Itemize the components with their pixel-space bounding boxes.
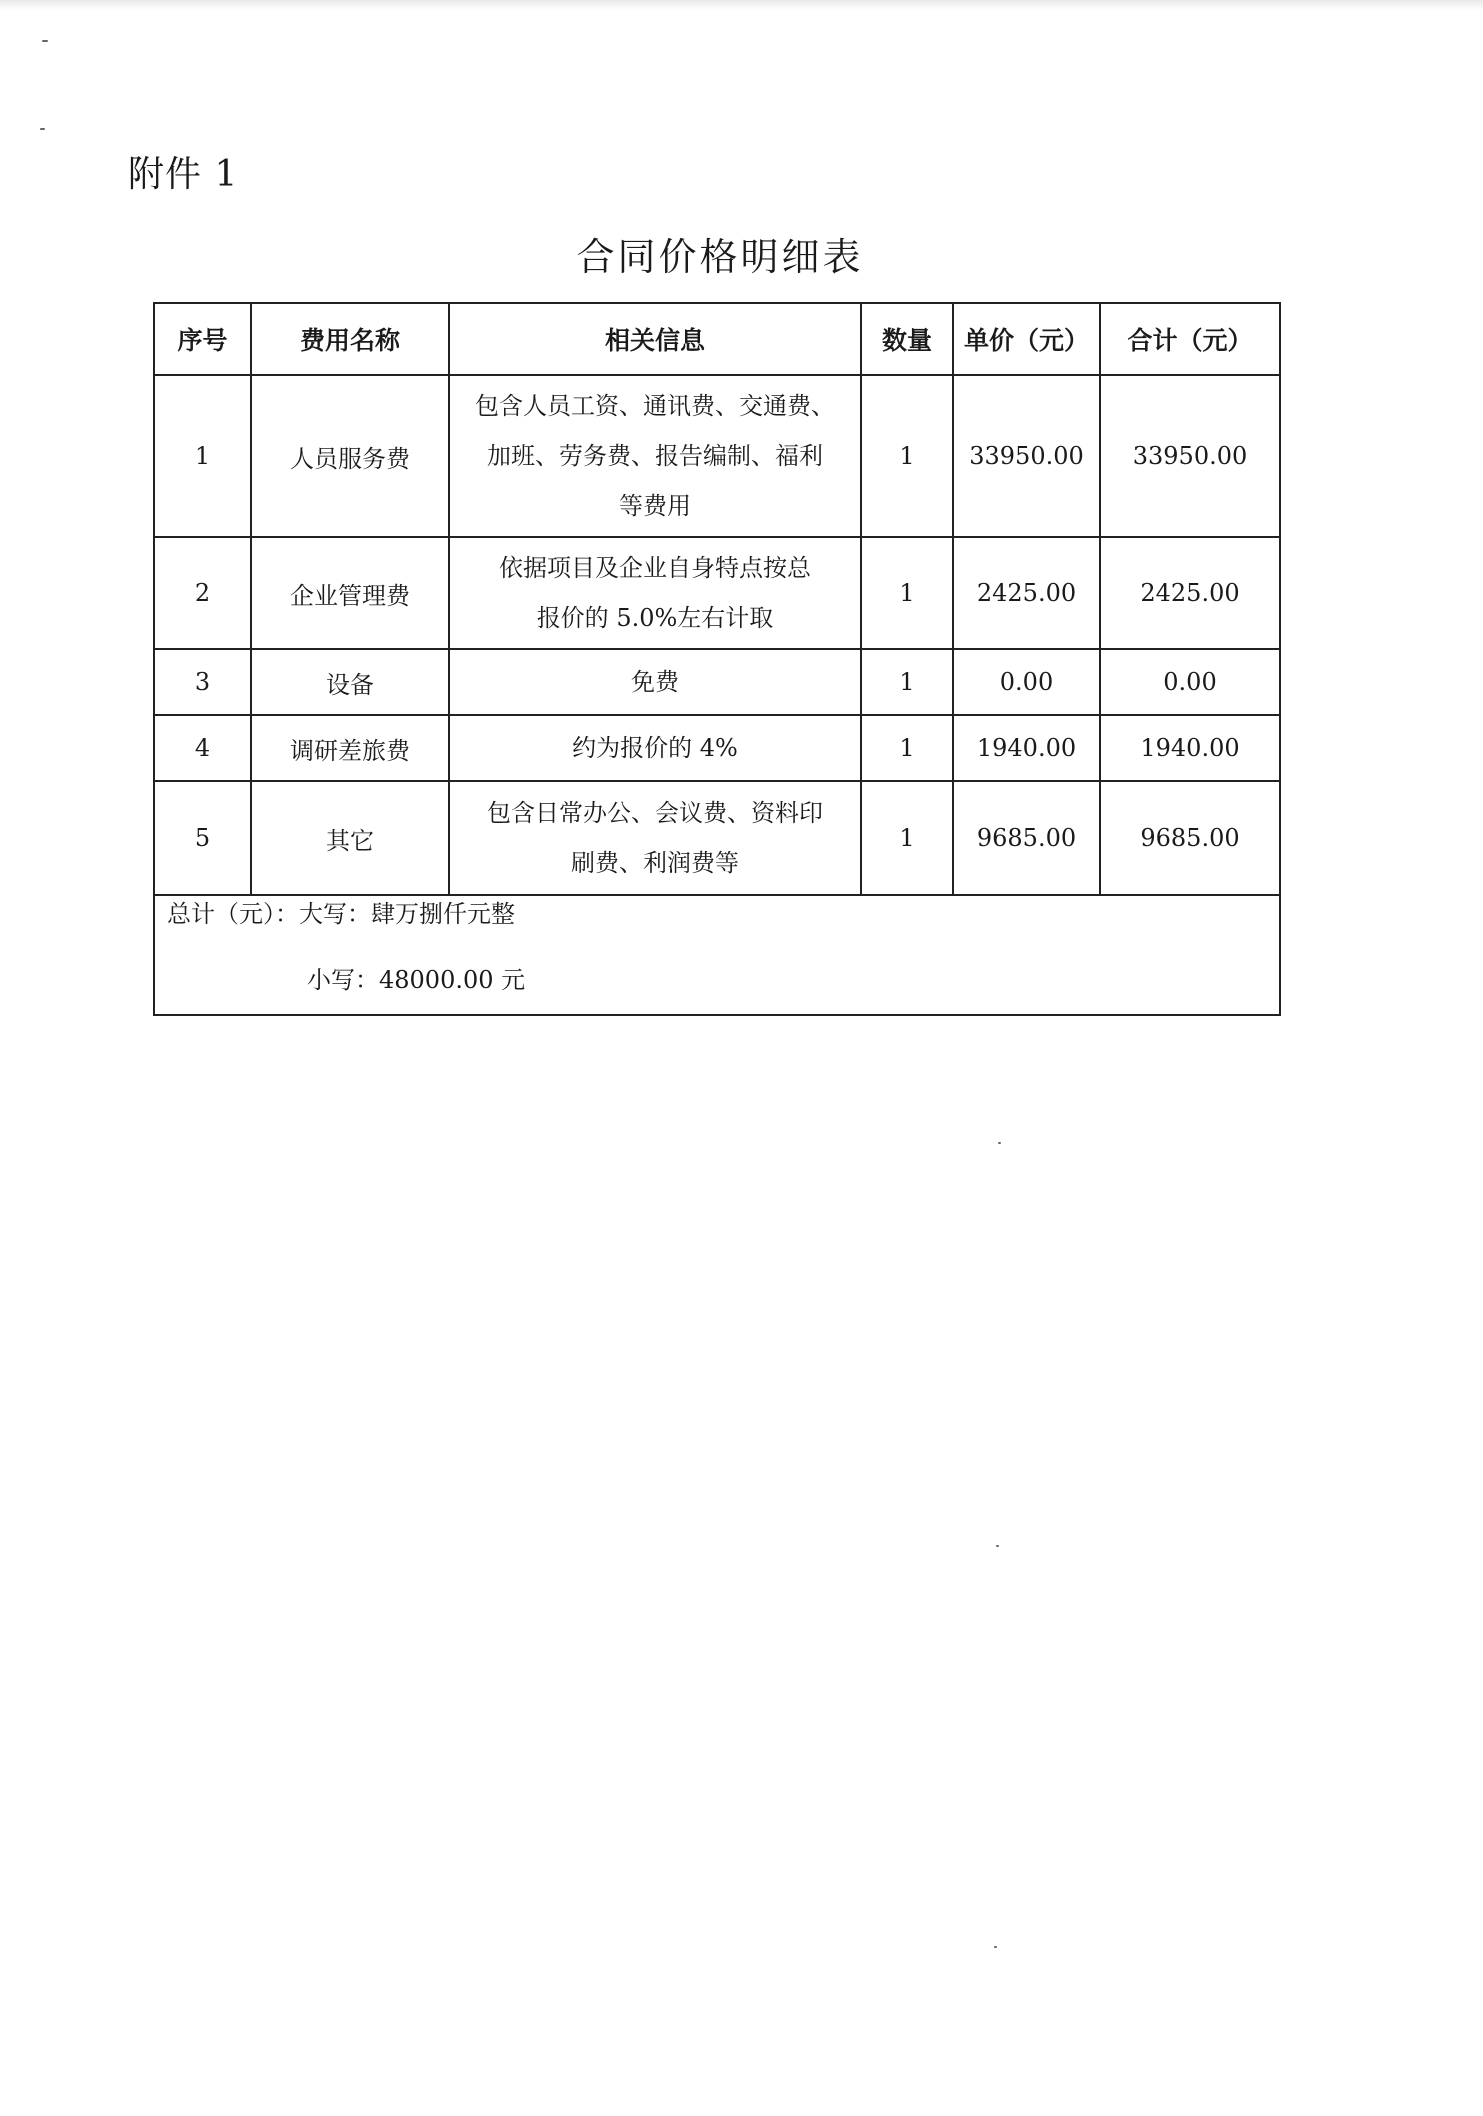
cell-unit-price: 33950.00 [953, 375, 1100, 537]
cell-quantity: 1 [861, 781, 953, 895]
table-row [154, 537, 1280, 649]
cell-unit-price: 2425.00 [953, 537, 1100, 649]
header-fee-name: 费用名称 [251, 303, 449, 375]
cell-seq: 4 [154, 715, 251, 781]
header-related-info: 相关信息 [449, 303, 861, 375]
cell-related-info [449, 537, 861, 649]
contract-price-table [153, 302, 1281, 1016]
info-line: 免费 [631, 668, 679, 696]
red-seal-bleed-mark [1148, 1200, 1438, 1226]
table-row [154, 781, 1280, 895]
scan-speck [996, 1545, 999, 1547]
table-row [154, 375, 1280, 537]
table-row [154, 649, 1280, 715]
total-cell [154, 895, 1280, 1015]
cell-related-info [449, 715, 861, 781]
header-subtotal: 合计（元） [1100, 303, 1280, 375]
cell-unit-price: 0.00 [953, 649, 1100, 715]
cell-fee-name: 人员服务费 [251, 375, 449, 537]
cell-seq: 3 [154, 649, 251, 715]
cell-seq: 5 [154, 781, 251, 895]
attachment-label: 附件 1 [128, 154, 239, 195]
scan-speck [994, 1946, 997, 1948]
cell-unit-price: 1940.00 [953, 715, 1100, 781]
cell-subtotal: 1940.00 [1100, 715, 1280, 781]
cell-quantity: 1 [861, 375, 953, 537]
cell-quantity: 1 [861, 537, 953, 649]
cell-related-info [449, 649, 861, 715]
table-total-row [154, 895, 1280, 1015]
cell-related-info [449, 375, 861, 537]
info-line: 包含人员工资、通讯费、交通费、 [475, 392, 835, 420]
total-lowercase: 小写：48000.00 元 [307, 966, 526, 994]
header-unit-price: 单价（元） [953, 303, 1100, 375]
scan-speck [40, 128, 45, 130]
cell-fee-name: 设备 [251, 649, 449, 715]
cell-fee-name: 其它 [251, 781, 449, 895]
scan-speck [42, 40, 48, 42]
info-line: 约为报价的 4% [572, 734, 738, 762]
info-line: 加班、劳务费、报告编制、福利 [487, 442, 823, 470]
info-line: 报价的 5.0%左右计取 [536, 604, 774, 632]
cell-subtotal: 33950.00 [1100, 375, 1280, 537]
table-row [154, 715, 1280, 781]
header-quantity: 数量 [861, 303, 953, 375]
scan-top-edge [0, 0, 1483, 10]
cell-subtotal: 2425.00 [1100, 537, 1280, 649]
cell-unit-price: 9685.00 [953, 781, 1100, 895]
cell-subtotal: 9685.00 [1100, 781, 1280, 895]
scan-speck [998, 1142, 1001, 1144]
info-line: 等费用 [619, 492, 691, 520]
table-header-row [154, 303, 1280, 375]
cell-fee-name: 调研差旅费 [251, 715, 449, 781]
cell-quantity: 1 [861, 715, 953, 781]
cell-related-info [449, 781, 861, 895]
info-line: 刷费、利润费等 [571, 849, 739, 877]
cell-seq: 1 [154, 375, 251, 537]
document-title: 合同价格明细表 [576, 235, 864, 279]
cell-quantity: 1 [861, 649, 953, 715]
cell-fee-name: 企业管理费 [251, 537, 449, 649]
info-line: 依据项目及企业自身特点按总 [499, 554, 811, 582]
cell-seq: 2 [154, 537, 251, 649]
cell-subtotal: 0.00 [1100, 649, 1280, 715]
header-seq: 序号 [154, 303, 251, 375]
info-line: 包含日常办公、会议费、资料印 [487, 799, 823, 827]
total-uppercase: 总计（元）：大写：肆万捌仟元整 [167, 900, 515, 928]
